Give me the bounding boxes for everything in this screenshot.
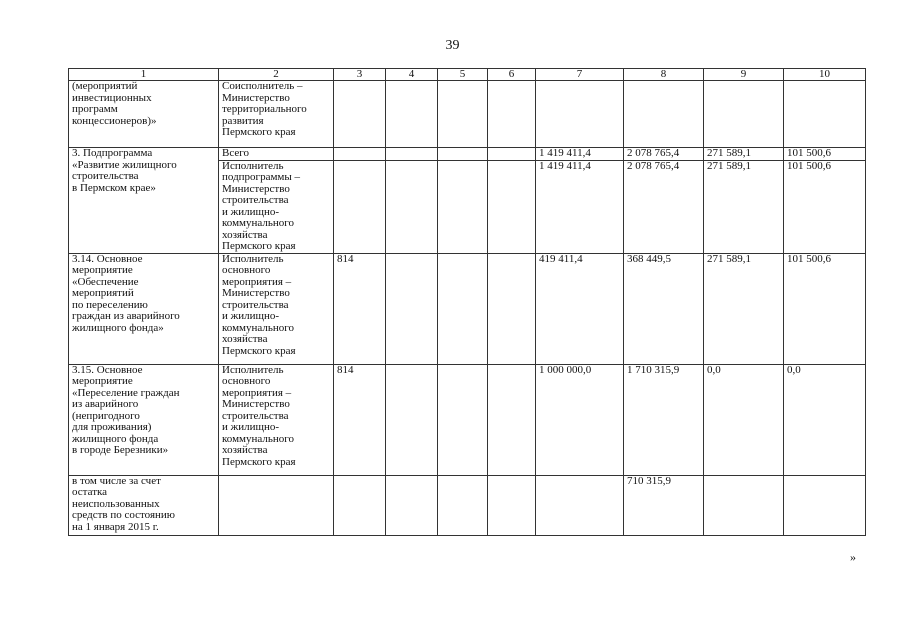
cell-empty bbox=[438, 81, 488, 148]
table-row bbox=[69, 475, 866, 535]
cell-name: 3.15. Основное мероприятие «Переселение граждан из аварийного (непригодного для проживания) жилищного фонда в городе Березники» bbox=[69, 364, 219, 475]
cell-value bbox=[536, 81, 624, 148]
cell-empty bbox=[438, 364, 488, 475]
cell-value bbox=[784, 475, 866, 535]
cell-value: 2 078 765,4 bbox=[624, 148, 704, 161]
cell-executor: Исполнитель подпрограммы – Министерство строительства и жилищно- коммунального хозяйства Пермского края bbox=[219, 160, 334, 253]
cell-executor: Исполнитель основного мероприятия – Министерство строительства и жилищно- коммунального хозяйства Пермского края bbox=[219, 364, 334, 475]
cell-value: 1 710 315,9 bbox=[624, 364, 704, 475]
cell-empty bbox=[386, 148, 438, 161]
column-header: 1 bbox=[69, 69, 219, 81]
column-header: 2 bbox=[219, 69, 334, 81]
cell-empty bbox=[386, 81, 438, 148]
column-header: 5 bbox=[438, 69, 488, 81]
cell-code bbox=[334, 81, 386, 148]
cell-value: 271 589,1 bbox=[704, 253, 784, 364]
cell-name: в том числе за счет остатка неиспользованных средств по состоянию на 1 января 2015 г. bbox=[69, 475, 219, 535]
cell-empty bbox=[488, 148, 536, 161]
cell-code: 814 bbox=[334, 364, 386, 475]
column-header: 10 bbox=[784, 69, 866, 81]
cell-executor: Всего bbox=[219, 148, 334, 161]
cell-empty bbox=[488, 253, 536, 364]
cell-code: 814 bbox=[334, 253, 386, 364]
column-header: 6 bbox=[488, 69, 536, 81]
column-header: 3 bbox=[334, 69, 386, 81]
column-header: 7 bbox=[536, 69, 624, 81]
cell-empty bbox=[488, 364, 536, 475]
cell-value: 0,0 bbox=[784, 364, 866, 475]
cell-executor: Исполнитель основного мероприятия – Министерство строительства и жилищно- коммунального хозяйства Пермского края bbox=[219, 253, 334, 364]
cell-empty bbox=[334, 148, 386, 161]
cell-empty bbox=[438, 160, 488, 253]
cell-value bbox=[704, 475, 784, 535]
cell-name: 3.14. Основное мероприятие «Обеспечение мероприятий по переселению граждан из аварийного жилищного фонда» bbox=[69, 253, 219, 364]
cell-empty bbox=[334, 160, 386, 253]
cell-value: 0,0 bbox=[704, 364, 784, 475]
cell-value bbox=[704, 81, 784, 148]
cell-executor bbox=[219, 475, 334, 535]
cell-value bbox=[624, 81, 704, 148]
budget-table bbox=[68, 68, 866, 536]
cell-empty bbox=[386, 475, 438, 535]
cell-empty bbox=[386, 364, 438, 475]
cell-value: 271 589,1 bbox=[704, 160, 784, 253]
cell-value bbox=[784, 81, 866, 148]
cell-empty bbox=[386, 160, 438, 253]
cell-value: 710 315,9 bbox=[624, 475, 704, 535]
closing-quote: » bbox=[850, 550, 856, 564]
cell-value: 419 411,4 bbox=[536, 253, 624, 364]
table-row bbox=[69, 364, 866, 475]
page-number: 39 bbox=[445, 38, 460, 53]
column-header: 4 bbox=[386, 69, 438, 81]
cell-value: 1 000 000,0 bbox=[536, 364, 624, 475]
cell-value: 101 500,6 bbox=[784, 148, 866, 161]
cell-value bbox=[536, 475, 624, 535]
cell-value: 2 078 765,4 bbox=[624, 160, 704, 253]
cell-value: 271 589,1 bbox=[704, 148, 784, 161]
cell-name: (мероприятий инвестиционных программ концессионеров)» bbox=[69, 81, 219, 148]
cell-value: 1 419 411,4 bbox=[536, 160, 624, 253]
cell-empty bbox=[438, 253, 488, 364]
cell-value: 1 419 411,4 bbox=[536, 148, 624, 161]
cell-executor: Соисполнитель – Министерство территориального развития Пермского края bbox=[219, 81, 334, 148]
cell-empty bbox=[386, 253, 438, 364]
cell-empty bbox=[438, 148, 488, 161]
table-row bbox=[69, 253, 866, 364]
cell-code bbox=[334, 475, 386, 535]
table-row bbox=[69, 81, 866, 148]
cell-value: 368 449,5 bbox=[624, 253, 704, 364]
table-header-row bbox=[69, 69, 866, 81]
cell-name: 3. Подпрограмма «Развитие жилищного строительства в Пермском крае» bbox=[69, 148, 219, 254]
cell-value: 101 500,6 bbox=[784, 253, 866, 364]
column-header: 9 bbox=[704, 69, 784, 81]
column-header: 8 bbox=[624, 69, 704, 81]
cell-value: 101 500,6 bbox=[784, 160, 866, 253]
table-row bbox=[69, 148, 866, 161]
cell-empty bbox=[488, 160, 536, 253]
cell-empty bbox=[438, 475, 488, 535]
cell-empty bbox=[488, 475, 536, 535]
cell-empty bbox=[488, 81, 536, 148]
